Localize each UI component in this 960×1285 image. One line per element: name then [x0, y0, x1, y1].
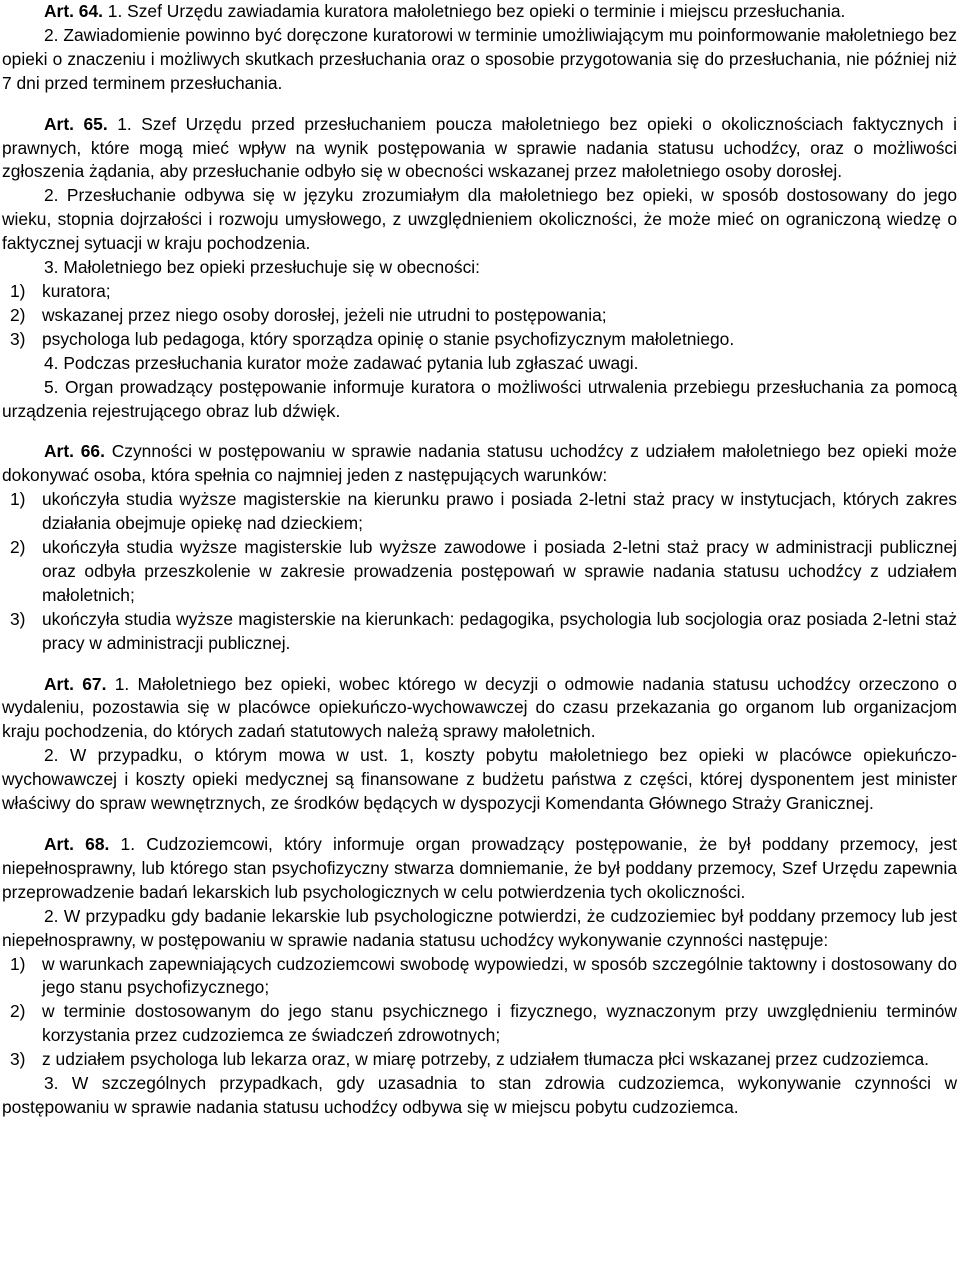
art65-paragraph-4: 4. Podczas przesłuchania kurator może zadawać pytania lub zgłaszać uwagi.: [44, 352, 639, 373]
list-item-text: ukończyła studia wyższe magisterskie lub wyższe zawodowe i posiada 2-letni staż pracy w administracji publicznej oraz odbyła przeszkolenie w zakresie prowadzenia postępowań w sprawie nadania statusu uchodźcy z udziałem małoletnich;: [42, 537, 957, 605]
art65-p1-text: 1. Szef Urzędu przed przesłuchaniem poucza małoletniego bez opieki o okolicznościach faktycznych i prawnych, które mogą mieć wpływ na wynik postępowania w sprawie nadania statusu uchodźcy, oraz o możliwości zgłoszenia żądania, aby przesłuchanie odbyło się w obecności wskazanej przez małoletniego osoby dorosłej.: [2, 113, 957, 182]
list-item-text: z udziałem psychologa lub lekarza oraz, w miarę potrzeby, z udziałem tłumacza płci wskazanej przez cudzoziemca.: [42, 1049, 929, 1070]
article-68-label: Art. 68.: [44, 834, 110, 854]
art65-list-item: [2, 304, 957, 328]
art66-paragraph-1: [2, 440, 957, 488]
list-item-number: 3): [10, 1049, 26, 1070]
list-item-text: ukończyła studia wyższe magisterskie na kierunku prawo i posiada 2-letni staż pracy w instytucjach, których zakres działania obejmuje opiekę nad dzieckiem;: [42, 489, 957, 534]
art65-list-item: [2, 328, 957, 352]
art65-paragraph-3: 3. Małoletniego bez opieki przesłuchuje się w obecności:: [44, 257, 480, 278]
article-67-label: Art. 67.: [44, 673, 107, 694]
art68-list-item: [2, 1000, 957, 1048]
article-66: [2, 440, 957, 655]
art66-p1-text: Czynności w postępowaniu w sprawie nadania statusu uchodźcy z udziałem małoletniego bez opieki może dokonywać osoba, która spełnia co najmniej jeden z następujących warunków:: [2, 441, 957, 486]
art67-paragraph-1: [2, 673, 957, 745]
art64-paragraph-1: [2, 0, 957, 24]
article-65: [2, 113, 957, 424]
art65-paragraph-5: 5. Organ prowadzący postępowanie informuje kuratora o możliwości utrwalenia przebiegu przesłuchania za pomocą urządzenia rejestrującego obraz lub dźwięk.: [2, 376, 957, 421]
list-item-number: 2): [10, 537, 26, 558]
art65-paragraph-1: [2, 113, 957, 185]
list-item-number: 1): [10, 953, 26, 974]
art64-p1-text: 1. Szef Urzędu zawiadamia kuratora małoletniego bez opieki o terminie i miejscu przesłuchania.: [102, 1, 846, 21]
art68-paragraph-3: 3. W szczególnych przypadkach, gdy uzasadnia to stan zdrowia cudzoziemca, wykonywanie czynności w postępowaniu w sprawie nadania statusu uchodźcy odbywa się w miejscu pobytu cudzoziemca.: [2, 1073, 957, 1117]
art65-list-item: [2, 280, 957, 304]
article-64-label: Art. 64.: [44, 1, 103, 21]
article-67: [2, 673, 957, 816]
art66-list-item: [2, 488, 957, 536]
list-item-text: psychologa lub pedagoga, który sporządza opinię o stanie psychofizycznym małoletniego.: [42, 328, 735, 349]
art66-list-item: [2, 536, 957, 608]
art64-paragraph-2: 2. Zawiadomienie powinno być doręczone kuratorowi w terminie umożliwiającym mu poinformowanie małoletniego bez opieki o znaczeniu i możliwych skutkach przesłuchania oraz o sposobie przygotowania się do przesłuchania, nie później niż 7 dni przed terminem przesłuchania.: [2, 24, 957, 93]
art68-paragraph-1: [2, 833, 957, 905]
list-item-number: 3): [10, 608, 26, 629]
art68-p1-text: 1. Cudzoziemcowi, który informuje organ prowadzący postępowanie, że był poddany przemocy, jest niepełnosprawny, lub którego stan psychofizyczny stwarza domniemanie, że był poddany przemocy, Szef Urzędu zapewnia przeprowadzenie badań lekarskich lub psychologicznych w celu potwierdzenia tych okoliczności.: [2, 834, 957, 902]
art67-paragraph-2: 2. W przypadku, o którym mowa w ust. 1, koszty pobytu małoletniego bez opieki w placówce opiekuńczo-wychowawczej i koszty opieki medycznej są finansowane z budżetu państwa z części, której dysponentem jest minister właściwy do spraw wewnętrznych, ze środków będących w dyspozycji Komendanta Głównego Straży Granicznej.: [2, 745, 957, 814]
art68-list-item: [2, 953, 957, 1001]
article-68: [2, 833, 957, 1120]
art67-p1-text: 1. Małoletniego bez opieki, wobec którego w decyzji o odmowie nadania statusu uchodźcy orzeczono o wydaleniu, pozostawia się w placówce opiekuńczo-wychowawczej do czasu przekazania go organom lub organizacjom kraju pochodzenia, do których zadań statutowych należą sprawy małoletnich.: [2, 673, 957, 742]
art66-list-item: [2, 608, 957, 656]
list-item-text: w terminie dostosowanym do jego stanu psychicznego i fizycznego, wyznaczonym przy uwzględnieniu terminów korzystania przez cudzoziemca ze świadczeń zdrowotnych;: [42, 1001, 957, 1046]
article-65-label: Art. 65.: [44, 113, 108, 134]
list-item-text: ukończyła studia wyższe magisterskie na kierunkach: pedagogika, psychologia lub socjologia oraz posiada 2-letni staż pracy w administracji publicznej.: [42, 608, 957, 653]
list-item-text: w warunkach zapewniających cudzoziemcowi swobodę wypowiedzi, w sposób szczególnie taktowny i dostosowany do jego stanu psychofizycznego;: [42, 953, 957, 998]
art68-paragraph-2: 2. W przypadku gdy badanie lekarskie lub psychologiczne potwierdzi, że cudzoziemiec był poddany przemocy lub jest niepełnosprawny, w postępowaniu w sprawie nadania statusu uchodźcy wykonywanie czynności następuje:: [2, 905, 957, 950]
art65-paragraph-2: 2. Przesłuchanie odbywa się w języku zrozumiałym dla małoletniego bez opieki, w sposób dostosowany do jego wieku, stopnia dojrzałości i rozwoju umysłowego, z uwzględnieniem okoliczności, że może mieć on ograniczoną wiedzę o faktycznej sytuacji w kraju pochodzenia.: [2, 185, 957, 254]
list-item-text: wskazanej przez niego osoby dorosłej, jeżeli nie utrudni to postępowania;: [42, 304, 607, 325]
article-64: [2, 0, 957, 96]
list-item-text: kuratora;: [42, 280, 111, 301]
list-item-number: 3): [10, 328, 26, 349]
article-66-label: Art. 66.: [44, 441, 105, 462]
art68-list-item: [2, 1048, 957, 1072]
list-item-number: 2): [10, 1001, 26, 1022]
list-item-number: 1): [10, 489, 26, 510]
list-item-number: 1): [10, 280, 26, 301]
list-item-number: 2): [10, 304, 26, 325]
